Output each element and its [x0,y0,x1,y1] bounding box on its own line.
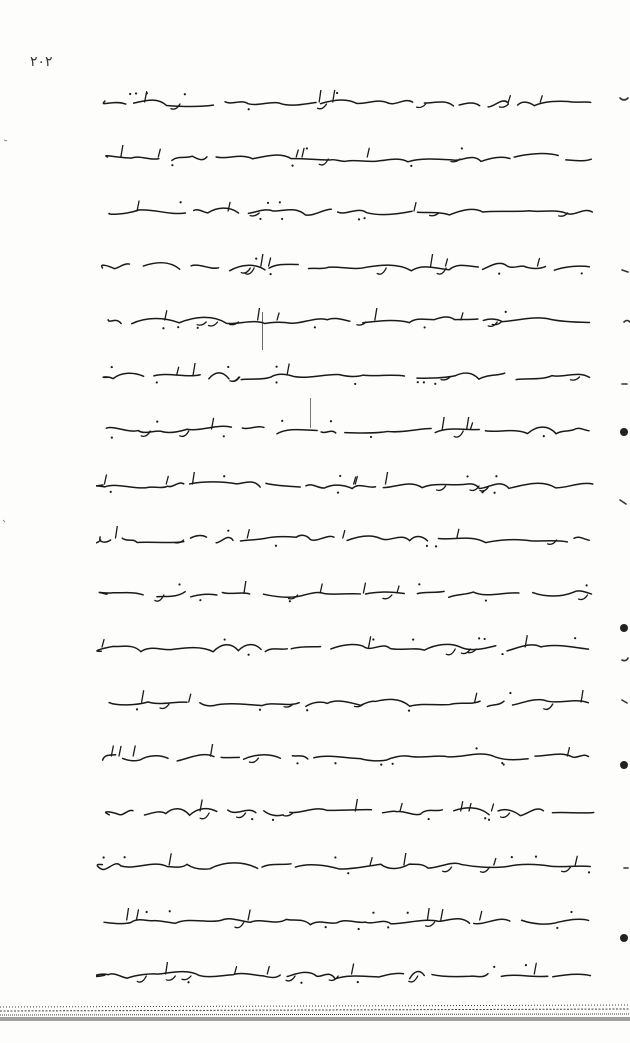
ink-mark [269,258,271,266]
ink-mark [581,690,583,702]
manuscript-line [96,781,596,836]
manuscript-line [96,563,596,618]
ink-dot [372,638,374,640]
ink-mark [261,254,263,266]
ink-dot [281,218,283,220]
ink-mark [158,149,160,157]
margin-bullet [620,624,628,632]
ink-dot [505,311,507,313]
ink-mark [228,202,230,211]
ink-mark [437,486,446,490]
ink-dot [357,981,359,983]
ink-mark [136,909,138,919]
ink-mark [427,908,429,920]
ink-mark [237,813,246,818]
ink-mark [370,858,372,865]
margin-bullet [620,934,628,942]
ink-mark [197,322,206,325]
ink-mark [404,853,406,865]
handwriting-stroke [96,363,596,385]
ink-dot [259,218,261,220]
ink-mark [363,583,365,593]
ink-dot [180,201,182,203]
ink-mark [249,758,258,762]
ink-mark [367,148,369,157]
ink-mark [287,364,289,375]
ink-mark [320,584,322,593]
ink-dot [272,818,274,820]
ink-mark [414,203,416,211]
ink-dot [484,817,486,819]
handwriting-stroke [96,308,596,330]
ink-dot [111,365,113,367]
handwriting-ink [96,90,596,112]
ink-dot [111,437,113,439]
ink-mark [318,104,327,109]
ink-mark [352,964,354,974]
ink-dot [156,421,158,423]
ink-dot [424,326,426,328]
ink-dot [169,910,171,912]
ink-path [97,863,590,870]
handwriting-stroke [96,962,596,984]
handwriting-stroke [96,799,596,821]
ink-dot [177,326,179,328]
ink-dot [434,382,436,384]
ink-dot [325,926,327,928]
ink-dot [248,654,250,656]
ink-dot [275,545,277,547]
ink-path [104,918,588,924]
ink-mark [445,258,447,265]
ink-mark [211,744,213,756]
ink-path [103,372,589,379]
ink-mark [397,586,399,593]
ink-dot [336,92,338,94]
ink-dot [495,475,497,477]
ink-mark [570,377,579,380]
ink-path [109,208,592,215]
ink-dot [501,762,503,764]
ink-dot [493,491,495,493]
ink-dot [466,475,468,477]
ink-mark [383,595,392,599]
ink-dot [337,491,339,493]
ink-mark [166,476,168,484]
handwriting-stroke [96,690,596,712]
handwriting-ink [96,853,596,875]
ink-mark [471,423,473,429]
ink-dot [417,381,419,383]
manuscript-line [96,236,596,291]
ink-mark [417,104,426,108]
ink-mark [319,90,321,102]
page-bottom-edge [0,995,630,1043]
ink-dot [306,147,308,149]
ink-dot [124,856,126,858]
ink-dot [259,708,261,710]
ink-mark [267,966,269,974]
ink-mark [480,911,482,920]
ink-mark [442,417,444,429]
ink-dot [275,381,277,383]
handwriting-stroke [96,635,596,657]
ink-mark [116,526,118,538]
ink-dot [428,817,430,819]
ink-path [100,535,589,543]
ink-path [96,481,593,488]
ink-dot [184,93,186,95]
ink-path [97,644,589,651]
ink-mark [169,854,171,865]
handwriting-ink [96,799,596,821]
ink-dot [426,545,428,547]
handwriting-ink [96,417,596,439]
ink-dot [291,164,293,166]
ink-dot [251,817,253,819]
handwriting-ink [96,363,596,385]
ink-path [102,262,590,270]
ink-mark [537,258,539,265]
handwriting-stroke [96,254,596,276]
manuscript-line [96,617,596,672]
ink-mark [357,322,366,325]
ink-mark [544,704,553,709]
ink-mark [277,313,279,320]
ink-dot [418,583,420,585]
handwriting-stroke [96,744,596,766]
handwriting-stroke [96,526,596,548]
ink-mark [244,581,246,593]
ink-path [99,590,591,596]
ink-mark [247,530,249,538]
handwriting-stroke [96,199,596,221]
ink-mark [343,530,345,538]
ink-dot [224,638,226,640]
ink-dot [347,872,349,874]
ink-mark [385,472,387,484]
ink-dot [300,982,302,984]
ink-mark [177,367,179,375]
handwriting-ink [96,308,596,330]
ink-dot [269,273,271,275]
ink-dot [146,92,148,94]
handwriting-stroke [96,417,596,439]
left-edge-bleed [0,0,14,1043]
ink-dot [314,326,316,328]
ink-dot [223,435,225,437]
ink-mark [491,804,493,811]
manuscript-line [96,454,596,509]
ink-mark [400,803,402,810]
ink-path [106,807,594,815]
ink-dot [296,762,298,764]
ink-mark [377,268,386,274]
ink-dot [255,257,257,259]
ink-mark [575,856,577,865]
ink-mark [235,922,244,928]
ink-dot [475,747,477,749]
ink-mark [102,640,104,647]
ink-mark [534,963,536,974]
handwriting-stroke [96,908,596,930]
ink-mark [182,976,191,980]
ink-mark [375,308,377,320]
ink-dot [407,911,409,913]
manuscript-line [96,72,596,127]
ink-dot [482,490,484,492]
ink-mark [284,813,293,816]
ink-mark [104,475,106,484]
ink-mark [475,693,477,702]
ink-dot [227,530,229,532]
ink-mark [457,529,459,538]
ink-dot [103,856,105,858]
handwriting-ink [96,472,596,494]
ink-mark [142,690,144,701]
manuscript-line [96,345,596,400]
ink-mark [192,472,194,484]
ink-mark [296,149,298,156]
ink-mark [121,145,123,157]
margin-bullet [620,761,628,769]
ink-dot [267,202,269,204]
ink-dot [187,981,189,983]
ink-dot [334,762,336,764]
ink-path [106,426,589,434]
ink-mark [559,213,568,216]
ink-dot [570,910,572,912]
ink-dot [178,583,180,585]
ink-dot [543,435,545,437]
ink-mark [579,595,588,600]
ink-dot [380,764,382,766]
ink-mark [508,96,510,102]
ink-dot [227,365,229,367]
ink-mark [180,431,189,436]
ink-path [106,153,591,161]
manuscript-line [96,890,596,945]
manuscript-line [96,835,596,890]
ink-mark [562,867,571,872]
ink-mark [446,649,455,655]
ink-dot [306,709,308,711]
ink-dot [461,147,463,149]
ink-path [103,754,589,761]
ink-dot [501,653,503,655]
ink-mark [166,976,175,980]
ink-dot [363,217,365,219]
handwriting-ink [96,145,596,167]
ink-mark [137,976,146,982]
ink-mark [241,268,250,273]
ink-dot [511,856,513,858]
handwriting-stroke [96,581,596,603]
ink-mark [467,417,469,429]
right-edge-bleed [600,0,630,1043]
ink-dot [146,910,148,912]
handwriting-ink [96,254,596,276]
ink-dot [162,327,164,329]
ink-dot [135,92,137,94]
ink-mark [119,746,121,756]
ink-mark [302,148,304,157]
ink-mark [200,813,209,819]
handwriting-ink [96,908,596,930]
ink-mark [461,801,463,810]
ink-dot [484,638,486,640]
handwriting-ink [96,962,596,984]
ink-path [96,972,590,979]
ink-mark [443,867,452,872]
ink-dot [129,93,131,95]
ink-dot [281,420,283,422]
ink-path [109,699,588,706]
handwriting-stroke [96,90,596,112]
ink-mark [430,213,439,216]
ink-mark [209,322,218,326]
ink-dot [412,638,414,640]
ink-dot [372,911,374,913]
manuscript-line [96,399,596,454]
ink-dot [330,420,332,422]
ink-dot [248,108,250,110]
manuscript-line [96,127,596,182]
handwriting-stroke [96,145,596,167]
manuscript-line [96,726,596,781]
ink-mark [193,363,195,375]
manuscript-text-block [96,72,596,999]
ink-dot [588,871,590,873]
ink-dot [199,599,201,601]
manuscript-line [96,181,596,236]
handwriting-stroke [96,853,596,875]
ink-dot [223,475,225,477]
ink-mark [431,254,433,266]
ink-dot [358,927,360,929]
ink-mark [441,909,443,919]
ink-mark [494,858,496,865]
ink-dot [339,474,341,476]
ink-dot [289,600,291,602]
ink-dot [478,637,480,639]
handwriting-ink [96,581,596,603]
ink-path [103,100,590,107]
ink-mark [189,694,191,702]
ink-mark [133,746,135,756]
ink-dot [509,691,511,693]
manuscript-line [96,508,596,563]
manuscript-line [96,672,596,727]
ink-dot [392,763,394,765]
ink-dot [408,709,410,711]
page-number: ۲۰۲ [30,54,53,70]
ink-dot [197,327,199,329]
ink-dot [488,818,490,820]
ink-dot [586,584,588,586]
ink-dot [556,926,558,928]
ink-mark [235,967,237,974]
ink-dot [493,966,495,968]
ink-dot [110,490,112,492]
ink-mark [258,308,260,320]
ink-dot [498,272,500,274]
ink-dot [334,856,336,858]
ink-dot [485,599,487,601]
ink-mark [127,908,129,920]
ink-mark [160,704,169,709]
ink-dot [581,272,583,274]
manuscript-line [96,944,596,999]
ink-dot [410,164,412,166]
ink-mark [499,104,508,107]
ink-mark [96,540,101,543]
ink-mark [426,922,435,926]
ink-dot [423,381,425,383]
ink-dot [387,926,389,928]
handwriting-ink [96,526,596,548]
manuscript-line [96,290,596,345]
ink-mark [248,910,250,920]
ink-dot [354,382,356,384]
ink-dot [435,545,437,547]
ink-dot [525,964,527,966]
ink-dot [136,708,138,710]
ink-dot [574,637,576,639]
ink-dot [156,381,158,383]
ink-dot [279,201,281,203]
ink-path [108,317,589,324]
ink-dot [275,365,277,367]
handwriting-ink [96,744,596,766]
handwriting-stroke [96,472,596,494]
ink-dot [370,436,372,438]
handwriting-ink [96,635,596,657]
handwriting-ink [96,199,596,221]
ink-mark [369,637,371,647]
ink-dot [358,218,360,220]
ink-mark [540,96,542,102]
ink-mark [454,431,463,437]
ink-dot [171,164,173,166]
margin-bullet [620,428,628,436]
ink-dot [535,856,537,858]
handwriting-ink [96,690,596,712]
ink-mark [501,813,510,817]
